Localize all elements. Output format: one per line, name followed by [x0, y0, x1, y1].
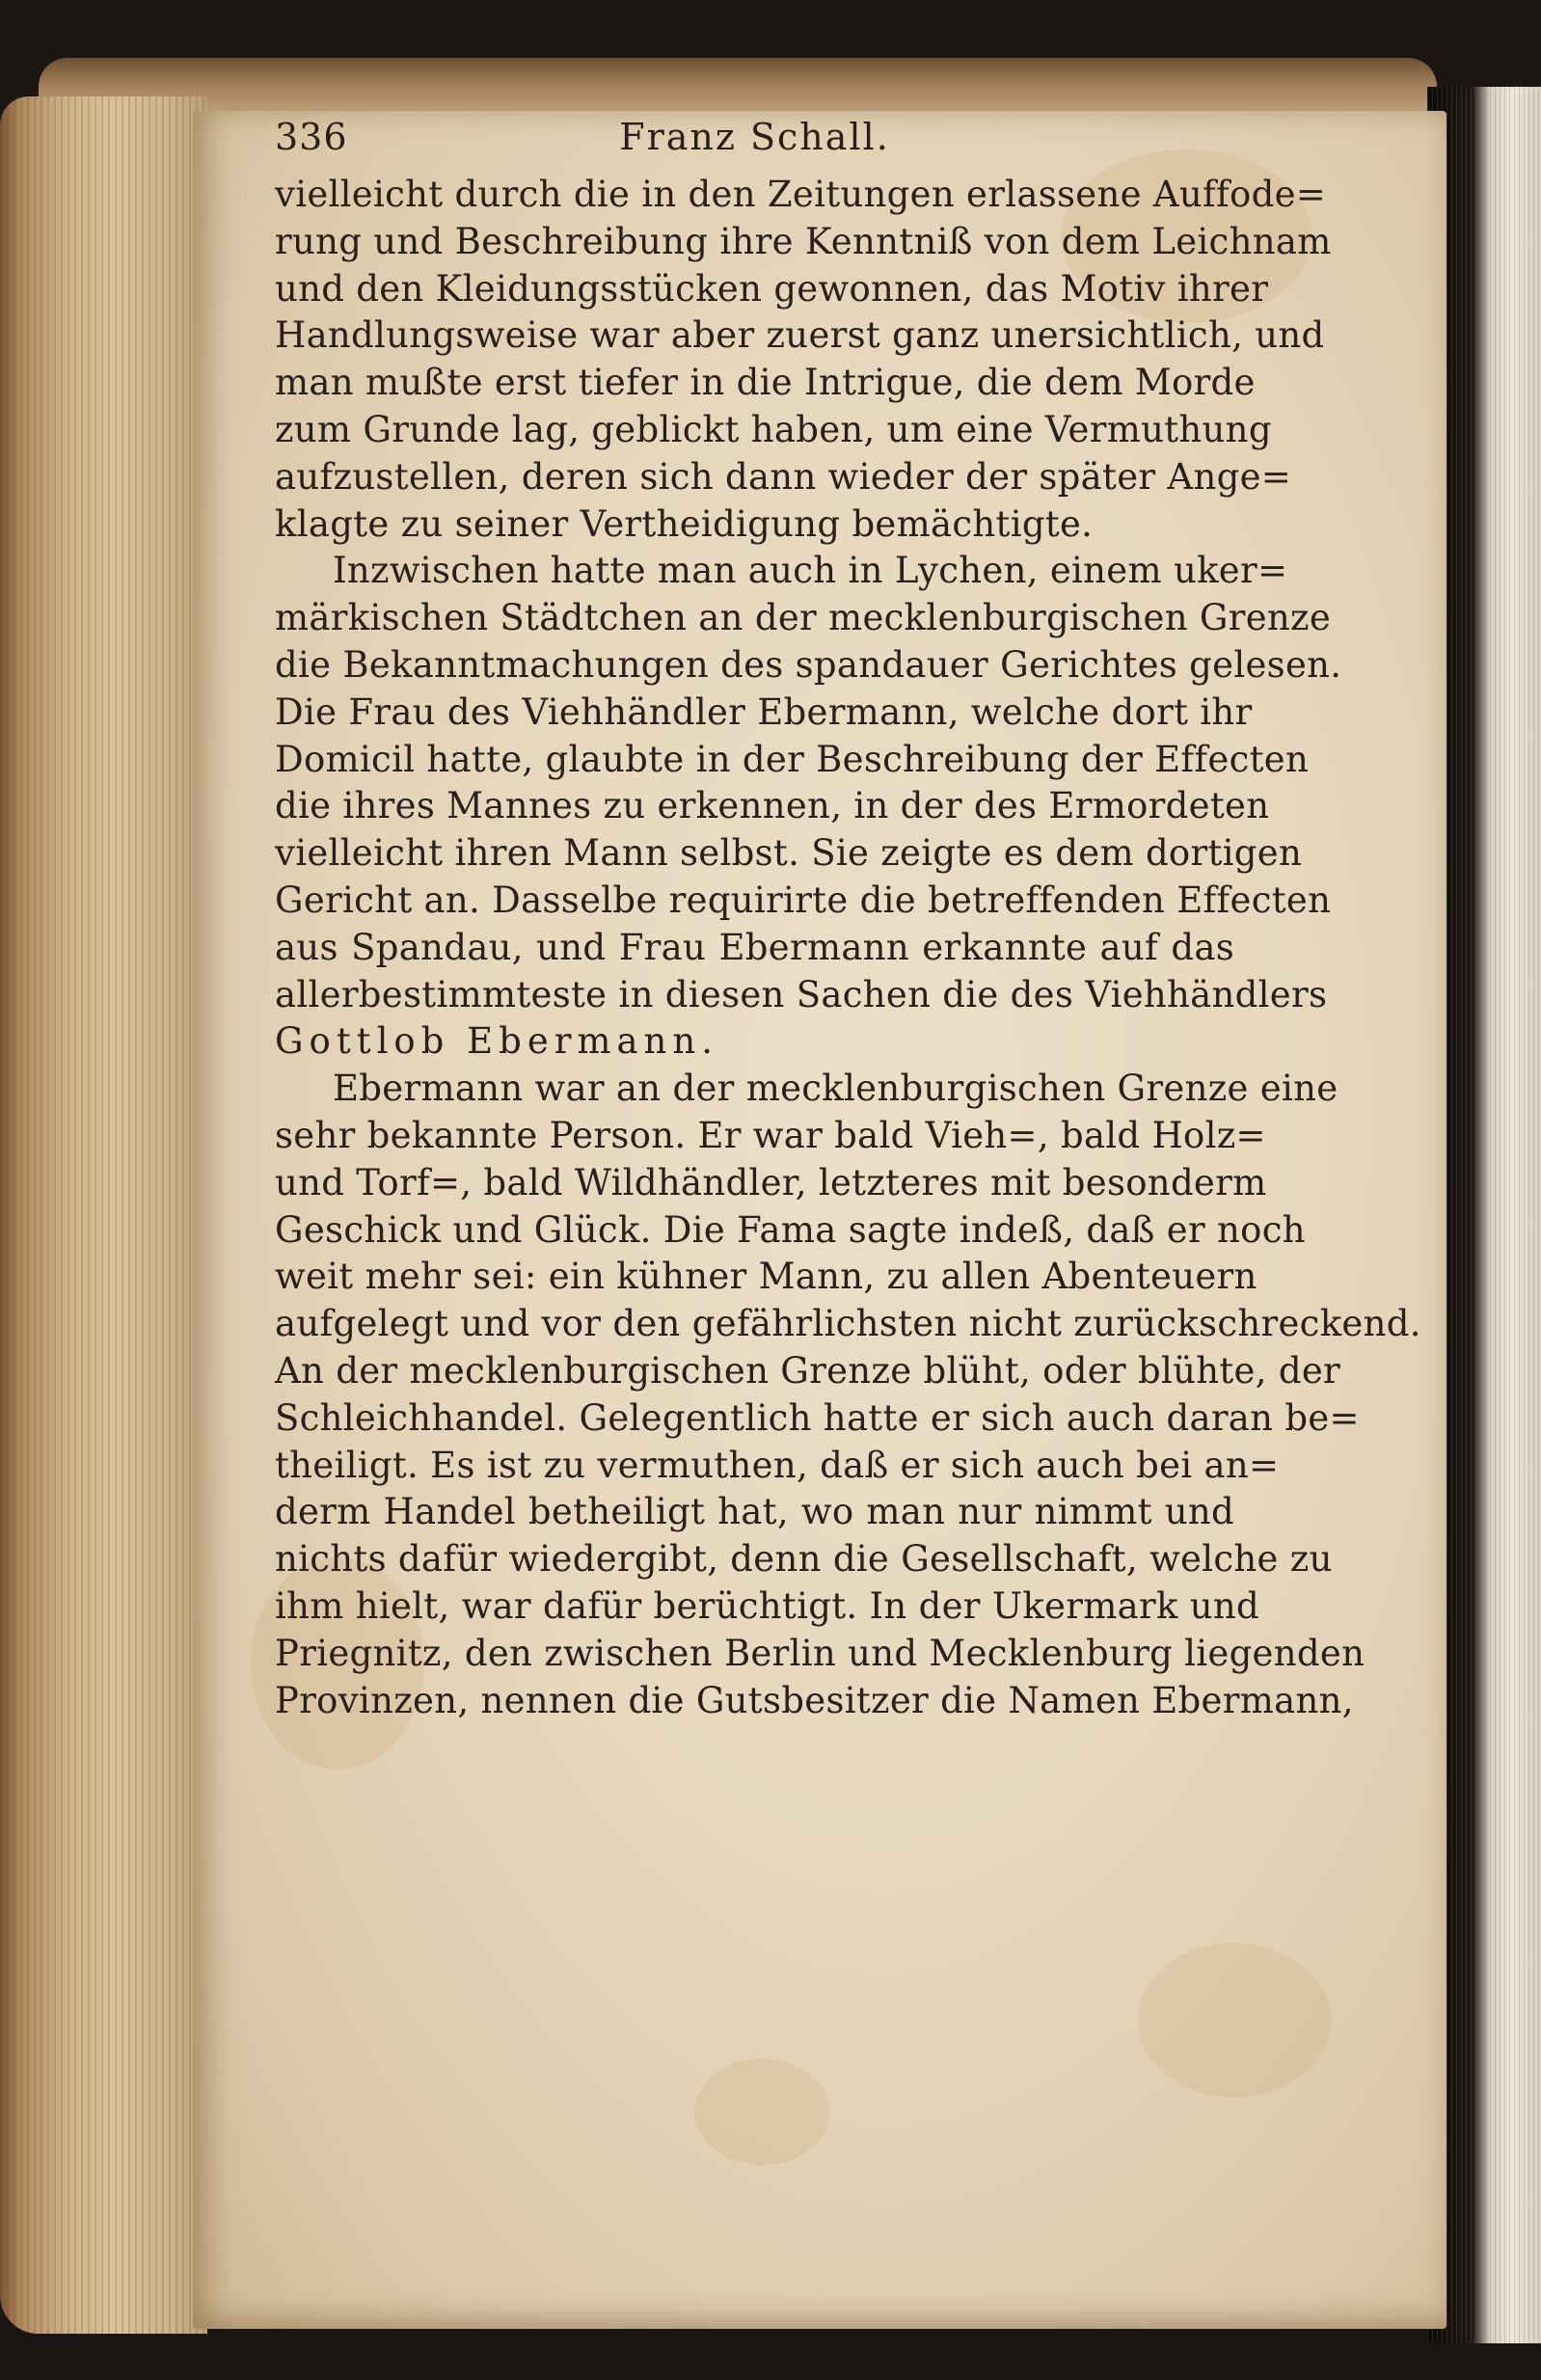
text-line: Gottlob Ebermann. [275, 1020, 718, 1063]
paper-stain [1138, 1943, 1331, 2097]
text-line: allerbestimmteste in diesen Sachen die des Viehhändlers [275, 973, 1328, 1015]
text-line: Domicil hatte, glaubte in der Beschreibung der Effecten [275, 738, 1310, 780]
text-line: vielleicht durch die in den Zeitungen erlassene Auffode= [275, 174, 1327, 215]
paper-stain [694, 2059, 829, 2165]
text-line: Die Frau des Viehhändler Ebermann, welche dort ihr [275, 690, 1253, 733]
running-head: Franz Schall. [619, 116, 890, 158]
text-line: klagte zu seiner Vertheidigung bemächtigte. [275, 502, 1094, 545]
text-line: und Torf=, bald Wildhändler, letzteres mit besonderm [275, 1161, 1267, 1204]
text-line: derm Handel betheiligt hat, wo man nur nimmt und [275, 1491, 1234, 1533]
text-line: man mußte erst tiefer in die Intrigue, die dem Morde [275, 362, 1256, 404]
text-line: rung und Beschreibung ihre Kenntniß von dem Leichnam [275, 220, 1332, 262]
text-line: und den Kleidungsstücken gewonnen, das Motiv ihrer [275, 267, 1269, 310]
text-line: Handlungsweise war aber zuerst ganz unersichtlich, und [275, 314, 1325, 357]
text-line: ihm hielt, war dafür berüchtigt. In der Ukermark und [275, 1584, 1259, 1627]
text-line: Gericht an. Dasselbe requirirte die betreffenden Effecten [275, 879, 1332, 921]
text-line: aufzustellen, deren sich dann wieder der später Ange= [275, 455, 1292, 498]
body-text [275, 172, 1421, 1724]
text-line: die Bekanntmachungen des spandauer Gerichtes gelesen. [275, 643, 1342, 686]
text-line: Priegnitz, den zwischen Berlin und Mecklenburg liegenden [275, 1632, 1365, 1674]
text-line: vielleicht ihren Mann selbst. Sie zeigte es dem dortigen [275, 832, 1303, 875]
book-left-page-edges [0, 96, 207, 2334]
text-line: märkischen Städtchen an der mecklenburgischen Grenze [275, 597, 1332, 639]
text-line: theiligt. Es ist zu vermuthen, daß er sich auch bei an= [275, 1444, 1280, 1486]
text-line: zum Grunde lag, geblickt haben, um eine Vermuthung [275, 408, 1272, 450]
text-line: sehr bekannte Person. Er war bald Vieh=, bald Holz= [275, 1114, 1266, 1156]
page-number: 336 [275, 116, 348, 158]
text-line: aus Spandau, und Frau Ebermann erkannte auf das [275, 926, 1234, 968]
text-line: aufgelegt und vor den gefährlichsten nicht zurückschreckend. [275, 1303, 1421, 1345]
text-line: Inzwischen hatte man auch in Lychen, einem uker= [333, 550, 1288, 592]
text-line: Schleichhandel. Gelegentlich hatte er sich auch daran be= [275, 1396, 1360, 1439]
text-line: An der mecklenburgischen Grenze blüht, oder blühte, der [275, 1349, 1341, 1392]
page-header [275, 116, 1234, 174]
text-line: Provinzen, nennen die Gutsbesitzer die Namen Ebermann, [275, 1679, 1354, 1721]
text-line: weit mehr sei: ein kühner Mann, zu allen Abenteuern [275, 1256, 1257, 1298]
text-line: nichts dafür wiedergibt, denn die Gesellschaft, welche zu [275, 1538, 1333, 1581]
text-line: Geschick und Glück. Die Fama sagte indeß, daß er noch [275, 1208, 1306, 1251]
text-line: die ihres Mannes zu erkennen, in der des Ermordeten [275, 785, 1270, 827]
text-line: Ebermann war an der mecklenburgischen Grenze eine [333, 1068, 1338, 1110]
